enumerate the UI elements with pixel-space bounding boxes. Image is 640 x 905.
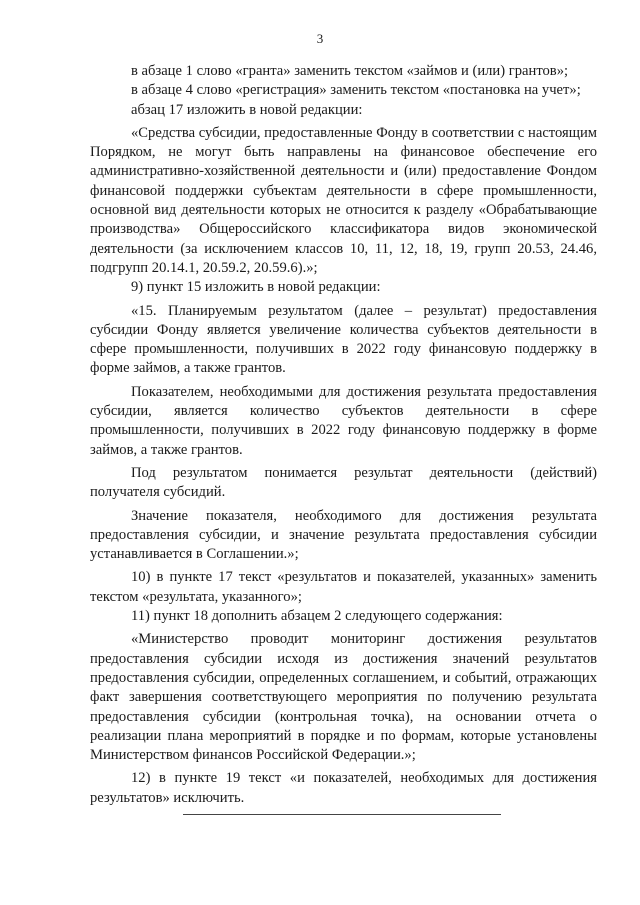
- paragraph: 12) в пункте 19 текст «и показателей, необходимых для достижения результатов» исключить.: [90, 770, 597, 806]
- paragraph: Под результатом понимается результат деятельности (действий) получателя субсидий.: [90, 464, 597, 501]
- paragraph: Значение показателя, необходимого для достижения результата предоставления субсидии, и значение результата предоставления субсидии устанавливается в Соглашении.»;: [90, 507, 597, 563]
- paragraph: «Средства субсидии, предоставленные Фонду в соответствии с настоящим Порядком, не могут быть направлены на финансовое обеспечение его административно-хозяйственной деятельности и (или) предоставление Фондом финансовой поддержки субъектам деятельности в сфере промышленности, основной вид деятельности которых не относится к разделу «Обрабатывающие производства» Общероссийского классификатора видов экономической деятельности (за исключением классов 10, 11, 12, 18, 19, групп 20.53, 24.46, подгрупп 20.14.1, 20.59.2, 20.59.6).»;: [90, 124, 597, 276]
- paragraph: «15. Планируемым результатом (далее – результат) предоставления субсидии Фонду является увеличение количества субъектов деятельности в сфере промышленности, получивших в 2022 году финансовую поддержку в форме займов, а также грантов.: [90, 302, 597, 377]
- end-rule: [183, 814, 501, 815]
- paragraph: 11) пункт 18 дополнить абзацем 2 следующего содержания:: [131, 608, 503, 625]
- paragraph: в абзаце 1 слово «гранта» заменить текстом «займов и (или) грантов»;: [131, 63, 569, 79]
- paragraph: «Министерство проводит мониторинг достижения результатов предоставления субсидии исходя из достижения значений результатов предоставления субсидии, определенных соглашением, и событий, отражающих факт завершения соответствующего мероприятия по получению результата предоставления субсидии (контрольная точка), на основании отчета о реализации плана мероприятий в порядке и по формам, которые установлены Министерством финансов Российской Федерации.»;: [90, 631, 597, 764]
- paragraph: в абзаце 4 слово «регистрация» заменить текстом «постановка на учет»;: [131, 82, 581, 99]
- paragraph: 9) пункт 15 изложить в новой редакции:: [131, 279, 381, 296]
- page-number: 3: [316, 31, 324, 46]
- paragraph: 10) в пункте 17 текст «результатов и показателей, указанных» заменить текстом «результата, указанного»;: [90, 569, 597, 605]
- paragraph: Показателем, необходимыми для достижения результата предоставления субсидии, является количество субъектов деятельности в сфере промышленности, получивших в 2022 году финансовую поддержку в форме займов, а также грантов.: [90, 383, 597, 458]
- document-body: [90, 62, 597, 808]
- paragraph: абзац 17 изложить в новой редакции:: [131, 101, 363, 118]
